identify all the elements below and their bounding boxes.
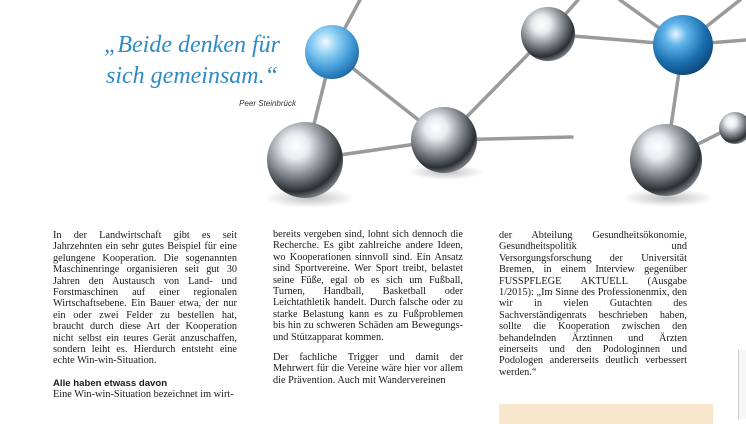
sphere-chrome-edge xyxy=(719,112,746,144)
pull-quote xyxy=(62,30,322,92)
section-heading: Alle haben etwass davon xyxy=(53,377,168,389)
quote-line-1: „Beide denken für xyxy=(104,32,280,58)
text-column-3 xyxy=(499,230,687,378)
text-column-1 xyxy=(53,230,237,400)
paragraph: bereits vergeben sind, lohnt sich dennoch die Recherche. Es gibt zahlreiche andere Ideen, wo Kooperationen sinnvoll sind. Ein Ansatz sind Sportvereine. Wer Sport treibt, belastet seine Füße, egal ob es sich um Fußball, Turnen, Handball, Basketball oder Leichtathletik handelt. Durch falsche oder zu starke Belastung kann es zu Fußproblemen bis hin zu schweren Schäden am Bewegungs- und Stützapparat kommen. xyxy=(273,229,463,343)
paragraph: Eine Win-win-Situation bezeichnet im wirt- xyxy=(53,388,234,400)
paragraph: der Abteilung Gesundheitsökonomie, Gesundheitspolitik und Versorgungsforschung der Universität Bremen, in einem Interview gegenüber FUSSPFLEGE AKTUELL (Ausgabe 1/2015): „Im Sinne des Professionenmix, den wir in vielen Gutachten des Sachverständigenrats beschrieben haben, sollte die Kooperation zwischen den behandelnden Ärztinnen und Ärzten einerseits und den Podologinnen und Podologen andererseits deutlich verbessert werden.“ xyxy=(499,230,687,378)
page-edge xyxy=(738,350,746,419)
info-box xyxy=(499,404,713,424)
paragraph: In der Landwirtschaft gibt es seit Jahrzehnten ein sehr gutes Beispiel für eine gelungene Kooperation. Die sogenannten Maschinenringe organisieren seit gut 30 Jahren den Austausch von Land- und Forstmaschinen auf einer regionalen Wirtschaftsebene. Ein Bauer etwa, der nur ein oder zwei Felder zu bestellen hat, braucht durch diese Art der Kooperation nicht selbst ein teures Gerät anzuschaffen, sondern leiht es. Hierdurch entsteht eine echte Win-win-Situation. xyxy=(53,230,237,367)
sphere-blue-large xyxy=(653,15,713,75)
sphere-chrome-top xyxy=(521,7,575,61)
text-column-2 xyxy=(273,229,463,386)
quote-author: Peer Steinbrück xyxy=(239,99,296,108)
paragraph: Der fachliche Trigger und damit der Mehrwert für die Vereine wäre hier vor allem die Prävention. Auch mit Wandervereinen xyxy=(273,352,463,386)
sphere-chrome-right xyxy=(630,124,702,196)
sphere-chrome-center xyxy=(411,107,477,173)
sphere-chrome-left xyxy=(267,122,343,198)
quote-line-2: sich gemeinsam.“ xyxy=(106,63,278,89)
